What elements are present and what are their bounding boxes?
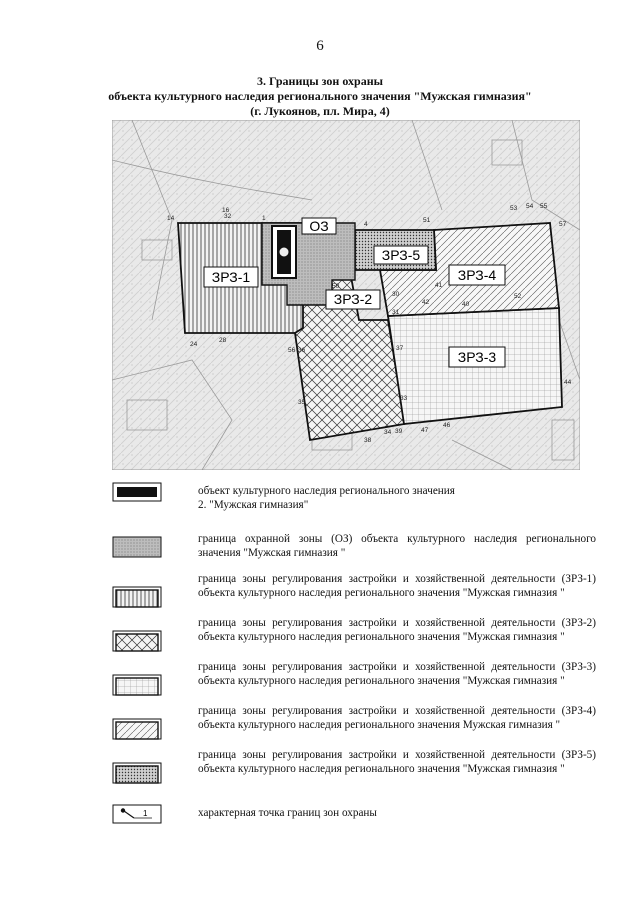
zone-label-oz: ОЗ	[309, 218, 329, 234]
legend-swatch-heritage-object	[112, 482, 162, 502]
point-label: 41	[435, 282, 443, 289]
point-label: 44	[564, 379, 572, 386]
zones-map	[112, 120, 580, 470]
legend-text-zrz4: граница зоны регулирования застройки и хозяйственной деятельности (ЗРЗ-4) объекта культурного наследия регионального значения Мужская гимназия "	[198, 705, 596, 731]
point-label: 56	[288, 347, 296, 354]
legend-text-zrz3: граница зоны регулирования застройки и хозяйственной деятельности (ЗРЗ-3) объекта культурного наследия регионального значения "Мужская гимназия "	[198, 661, 596, 687]
legend-swatch-zrz2	[112, 630, 162, 652]
point-label: 28	[219, 337, 227, 344]
point-label: 38	[364, 437, 372, 444]
point-label: 51	[423, 217, 431, 224]
zones-map-svg	[112, 120, 580, 470]
point-label: 42	[422, 299, 430, 306]
page-number: 6	[316, 38, 324, 54]
point-label: 1	[262, 215, 266, 222]
point-label: 30	[392, 291, 400, 298]
legend-text-zrz1: граница зоны регулирования застройки и хозяйственной деятельности (ЗРЗ-1) объекта культурного наследия регионального значения "Мужская гимназия "	[198, 573, 596, 599]
zone-label-zrz3: ЗРЗ-3	[457, 349, 497, 365]
legend-swatch-oz	[112, 536, 162, 558]
point-label: 57	[559, 221, 567, 228]
point-label: 35	[298, 399, 306, 406]
point-label: 52	[514, 293, 522, 300]
heritage-object-marker	[279, 247, 289, 257]
point-label: 24	[190, 341, 198, 348]
point-label: 34	[384, 429, 392, 436]
legend-swatch-point	[112, 804, 162, 824]
point-label: 31	[392, 309, 400, 316]
point-label: 46	[443, 422, 451, 429]
point-label: 36	[298, 347, 306, 354]
legend-point-sample-label: 1	[143, 809, 148, 818]
legend-swatch-zrz3	[112, 674, 162, 696]
legend-text-zrz5: граница зоны регулирования застройки и хозяйственной деятельности (ЗРЗ-5) объекта культурного наследия регионального значения "Мужская гимназия "	[198, 749, 596, 775]
zone-label-zrz1: ЗРЗ-1	[211, 269, 251, 285]
zone-label-zrz2: ЗРЗ-2	[333, 291, 373, 307]
title-line-3: (г. Лукоянов, пл. Мира, 4)	[250, 104, 390, 118]
legend-text-point: характерная точка границ зон охраны	[198, 807, 377, 819]
legend-swatch-zrz4	[112, 718, 162, 740]
legend-swatch-zrz1	[112, 586, 162, 608]
point-label: 47	[421, 427, 429, 434]
point-label: 50	[332, 283, 340, 290]
point-label: 16	[222, 207, 230, 214]
point-label: 32	[224, 213, 232, 220]
title-line-1: 3. Границы зон охраны	[257, 74, 383, 88]
title-line-2: объекта культурного наследия регионального значения "Мужская гимназия"	[108, 89, 532, 103]
legend-text-zrz2: граница зоны регулирования застройки и хозяйственной деятельности (ЗРЗ-2) объекта культурного наследия регионального значения "Мужская гимназия "	[198, 617, 596, 643]
point-label: 4	[364, 221, 368, 228]
legend-swatch-zrz5	[112, 762, 162, 784]
point-label: 37	[396, 345, 404, 352]
point-label: 14	[167, 215, 175, 222]
point-label: 39	[395, 428, 403, 435]
point-label: 55	[540, 203, 548, 210]
zone-label-zrz5: ЗРЗ-5	[381, 247, 421, 263]
zone-label-zrz4: ЗРЗ-4	[457, 267, 497, 283]
legend-text-oz: граница охранной зоны (ОЗ) объекта культурного наследия регионального значения "Мужская гимназия "	[198, 533, 596, 559]
document-title	[60, 74, 580, 119]
point-label: 33	[400, 395, 408, 402]
legend-text-heritage-object: объект культурного наследия регионального значения 2. "Мужская гимназия"	[198, 485, 455, 511]
point-label: 53	[510, 205, 518, 212]
point-label: 40	[462, 301, 470, 308]
point-label: 54	[526, 203, 534, 210]
